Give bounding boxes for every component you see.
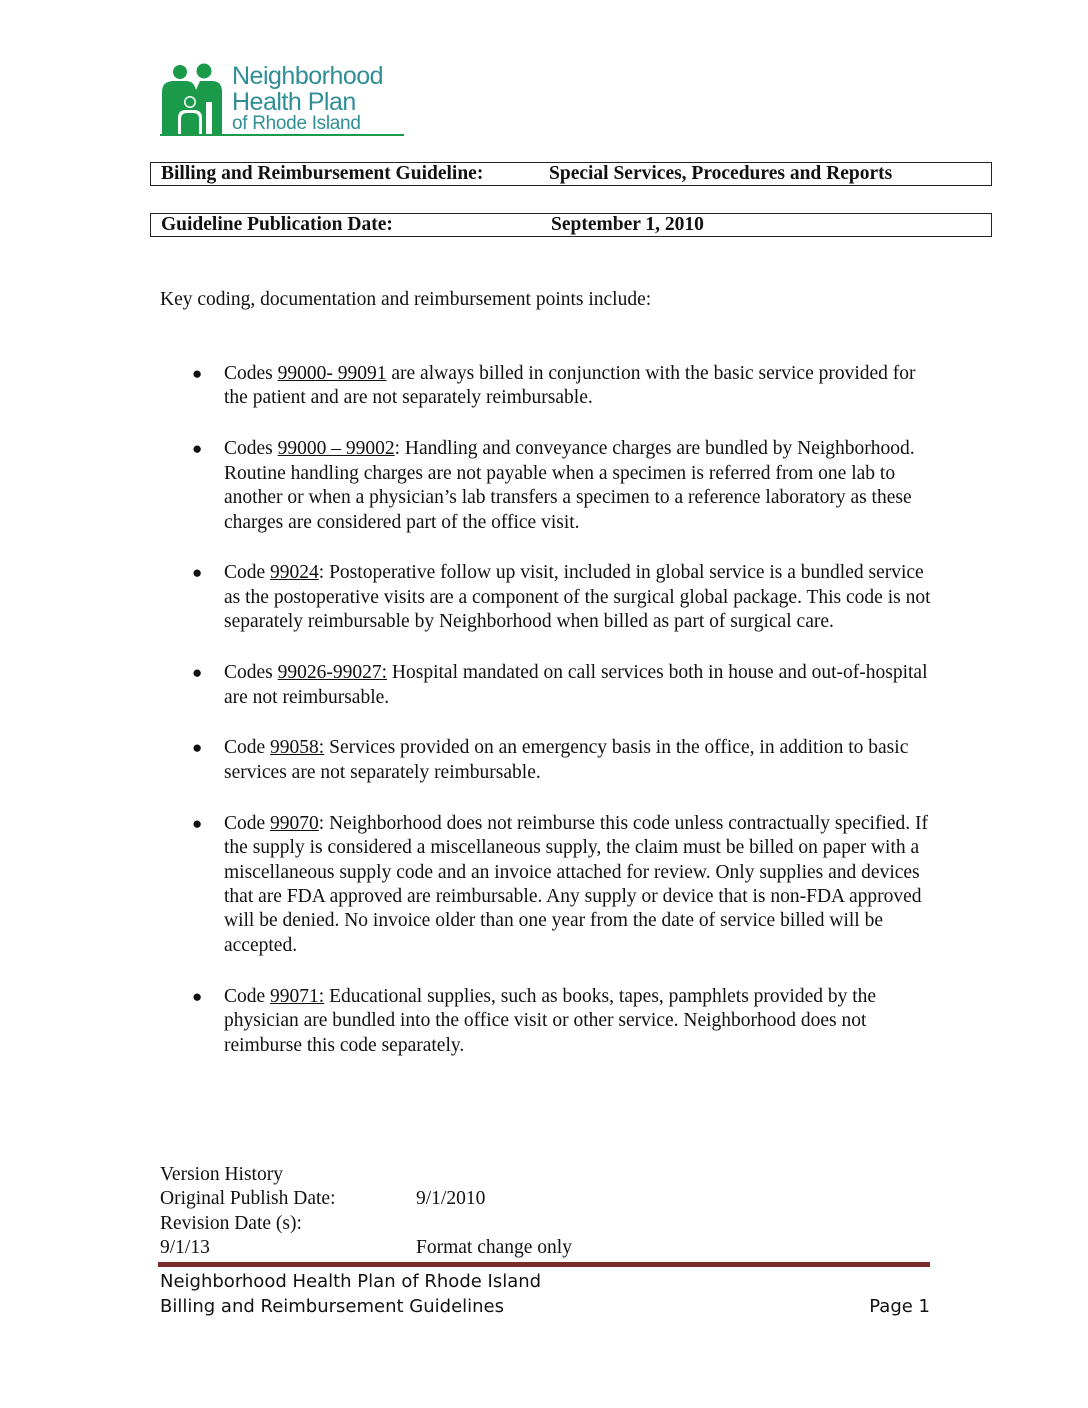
bullet-icon: ● (192, 738, 203, 758)
list-item: ● Codes 99026-99027: Hospital mandated on call services both in house and out-of-hospital are not reimbursable. (192, 662, 928, 708)
logo-line1: Neighborhood (232, 62, 384, 90)
list-item: ● Codes 99000- 99091 are always billed in conjunction with the basic service provided for the patient and are not separately reimbursable. (192, 363, 916, 409)
list-item: ● Code 99071: Educational supplies, such as books, tapes, pamphlets provided by the physician are bundled into the office visit or other service. Neighborhood does not reimburse this code separately. (192, 985, 877, 1056)
intro-text: Key coding, documentation and reimbursement points include: (160, 289, 652, 310)
bullet-icon: ● (192, 663, 203, 683)
footer-doc-title: Billing and Reimbursement Guidelines (160, 1296, 505, 1317)
publication-date-box (150, 213, 992, 237)
code-range: 99071: (270, 985, 325, 1007)
revision-note: Format change only (416, 1236, 572, 1258)
guideline-label: Billing and Reimbursement Guideline: (161, 163, 484, 184)
guideline-title-box (150, 162, 992, 186)
list-item: ● Codes 99000 – 99002: Handling and conveyance charges are bundled by Neighborhood. Routine handling charges are not payable when a specimen is referred from one lab to another or when a physician’s lab transfers a specimen to a reference laboratory as these charges are considered part of the office visit. (192, 438, 915, 533)
logo-rule (160, 134, 404, 136)
page-number: Page 1 (869, 1296, 930, 1317)
footer-line2 (160, 1296, 930, 1317)
code-range: 99058: (270, 737, 325, 759)
bullet-icon: ● (192, 813, 203, 833)
list-item: ● Code 99024: Postoperative follow up visit, included in global service is a bundled service as the postoperative visits are a component of the surgical global package. This code is not separately reimbursable by Neighborhood when billed as part of surgical care. (192, 562, 931, 633)
publication-date-value: September 1, 2010 (551, 214, 704, 235)
guideline-value: Special Services, Procedures and Reports (549, 163, 893, 184)
code-range: 99000 – 99002 (277, 438, 395, 460)
code-range: 99000- 99091 (277, 363, 387, 384)
version-history (160, 1163, 572, 1260)
footer-rule (158, 1262, 930, 1267)
key-points-list (192, 362, 932, 1084)
original-publish-value: 9/1/2010 (416, 1188, 486, 1210)
bullet-icon: ● (192, 986, 203, 1006)
original-publish-row (160, 1187, 486, 1211)
logo-line2: Health Plan (232, 88, 356, 116)
version-history-title: Version History (160, 1164, 283, 1185)
list-item: ● Code 99058: Services provided on an emergency basis in the office, in addition to basic services are not separately reimbursable. (192, 737, 909, 783)
bullet-icon: ● (192, 439, 203, 459)
bullet-icon: ● (192, 364, 203, 383)
footer-org: Neighborhood Health Plan of Rhode Island (160, 1271, 542, 1292)
code-range: 99024 (270, 562, 319, 584)
revision-date: 9/1/13 (160, 1236, 210, 1258)
bullet-icon: ● (192, 563, 203, 583)
logo-line3: of Rhode Island (232, 113, 361, 134)
original-publish-label: Original Publish Date: (160, 1188, 336, 1210)
code-range: 99070 (270, 812, 319, 834)
code-range: 99026-99027: (277, 662, 388, 684)
revision-row (160, 1236, 572, 1260)
family-logo-icon (160, 62, 232, 136)
publication-date-label: Guideline Publication Date: (161, 214, 393, 235)
list-item: ● Code 99070: Neighborhood does not reimburse this code unless contractually specified. If the supply is considered a miscellaneous supply, the claim must be billed on paper with a miscellaneous supply code and an invoice attached for review. Only supplies and devices that are FDA approved are reimbursable. Any supply or device that is non-FDA approved will be denied. No invoice older than one year from the date of service billed will be accepted. (192, 812, 929, 956)
revision-label: Revision Date (s): (160, 1212, 302, 1234)
